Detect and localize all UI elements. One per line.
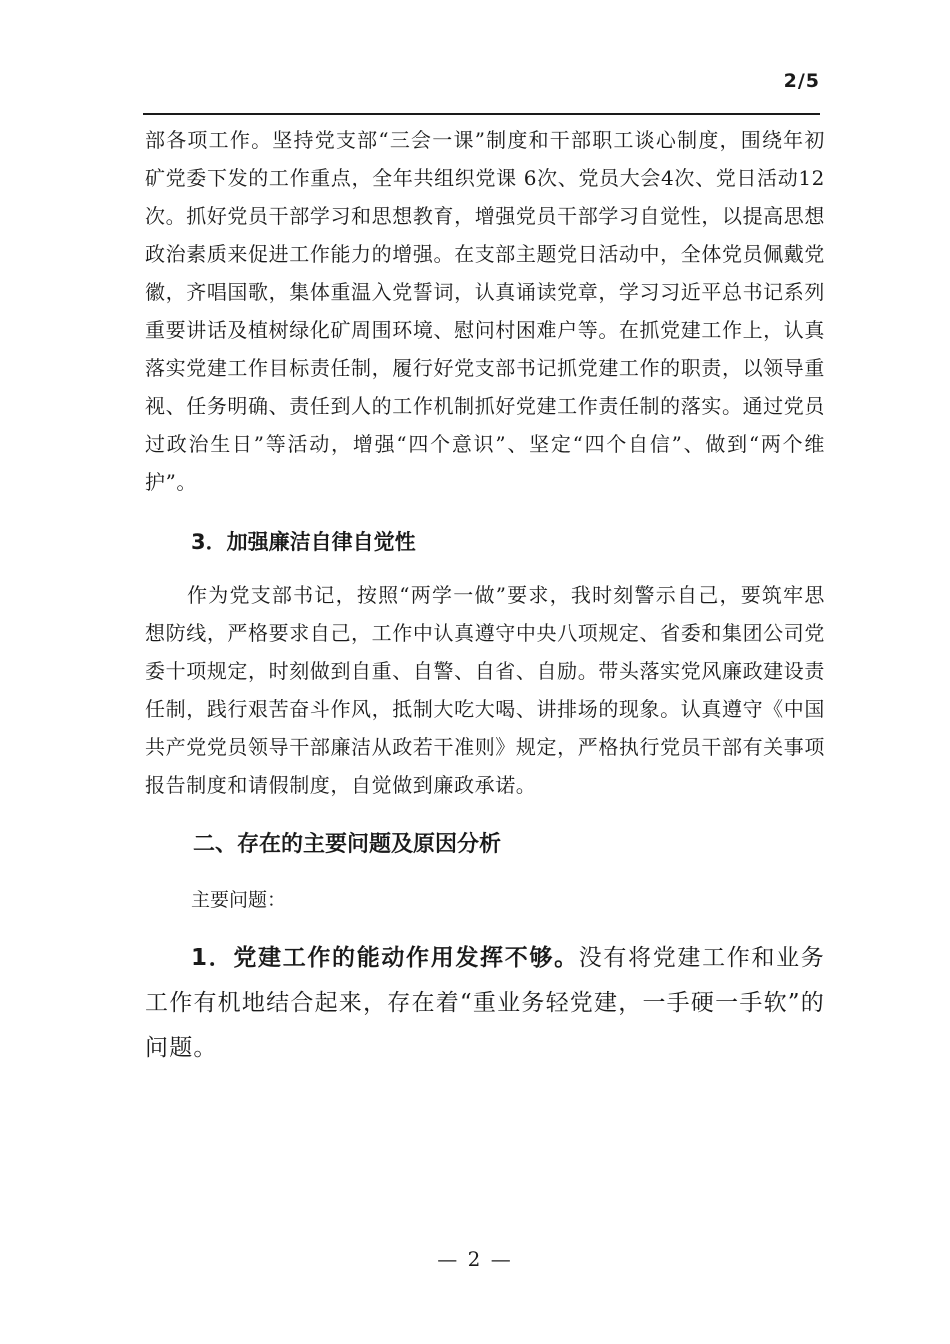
problems-label: 主要问题： bbox=[191, 889, 287, 911]
footer-page-number: — 2 — bbox=[437, 1247, 513, 1271]
page-indicator: 2/5 bbox=[783, 70, 820, 92]
problem-1-lead: 1．党建工作的能动作用发挥不够。 bbox=[191, 945, 579, 971]
problem-1-text: 没有将党建工作和业务工作有机地结合起来，存在着“重业务轻党建，一手硬一手软”的问题。 bbox=[145, 945, 825, 1061]
problem-item-1 bbox=[145, 936, 825, 1071]
paragraph-integrity: 作为党支部书记，按照“两学一做”要求，我时刻警示自己，要筑牢思想防线，严格要求自己，工作中认真遵守中央八项规定、省委和集团公司党委十项规定，时刻做到自重、自警、自省、自励。带头落实党风廉政建设责任制，践行艰苦奋斗作风，抵制大吃大喝、讲排场的现象。认真遵守《中国共产党党员领导干部廉洁从政若干准则》规定，严格执行党员干部有关事项报告制度和请假制度，自觉做到廉政承诺。 bbox=[145, 583, 825, 797]
heading-integrity: 3．加强廉洁自律自觉性 bbox=[191, 530, 416, 554]
document-body bbox=[145, 121, 825, 1071]
paragraph-party-building: 部各项工作。坚持党支部“三会一课”制度和干部职工谈心制度，围绕年初矿党委下发的工作重点，全年共组织党课 6次、党员大会4次、党日活动12次。抓好党员干部学习和思想教育，增强党员干部学习自觉性，以提高思想政治素质来促进工作能力的增强。在支部主题党日活动中，全体党员佩戴党徽，齐唱国歌，集体重温入党誓词，认真诵读党章，学习习近平总书记系列重要讲话及植树绿化矿周围环境、慰问村困难户等。在抓党建工作上，认真落实党建工作目标责任制，履行好党支部书记抓党建工作的职责，以领导重视、任务明确、责任到人的工作机制抓好党建工作责任制的落实。通过党员过政治生日”等活动，增强“四个意识”、坚定“四个自信”、做到“两个维护”。 bbox=[145, 128, 825, 494]
section-heading-problems: 二、存在的主要问题及原因分析 bbox=[193, 832, 502, 857]
header-rule bbox=[143, 113, 820, 115]
